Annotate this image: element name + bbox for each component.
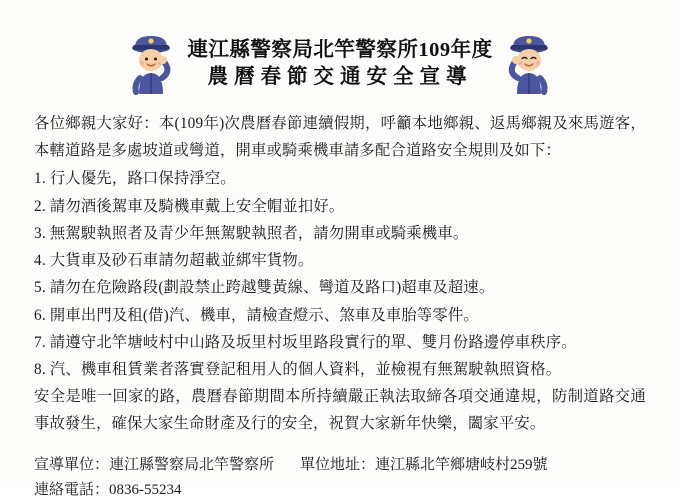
list-item: 5. 請勿在危險路段(劃設禁止跨越雙黃線、彎道及路口)超車及超速。	[34, 279, 495, 297]
list-item: 6. 開車出門及租(借)汽、機車，請檢查燈示、煞車及車胎等零件。	[34, 306, 479, 324]
list-item: 4. 大貨車及砂石車請勿超載並綁牢貨物。	[34, 252, 314, 270]
list-item: 3. 無駕駛執照者及青少年無駕駛執照者，請勿開車或騎乘機車。	[34, 224, 469, 242]
police-officer-salute-icon	[121, 32, 181, 96]
title-line-1: 連江縣警察局北竿警察所109年度	[187, 38, 493, 61]
page-title	[187, 37, 492, 92]
list-item: 8. 汽、機車租賃業者落實登記租用人的個人資料，並檢視有無駕駛執照資格。	[34, 360, 562, 378]
document-footer	[34, 453, 646, 504]
title-line-2: 農曆春節交通安全宣導	[207, 66, 473, 88]
promoting-unit-label: 宣導單位：連江縣警察局北竿警察所	[34, 456, 275, 473]
list-item: 7. 請遵守北竿塘岐村中山路及坂里村坂里路段實行的單、雙月份路邊停車秩序。	[34, 333, 577, 351]
footer-unit-row	[34, 453, 646, 479]
intro-paragraph: 各位鄉親大家好：本(109年)次農曆春節連續假期，呼籲本地鄉親、返馬鄉親及來馬遊客，本轄道路是多處坡道或彎道，開車或騎乘機車請多配合道路安全規則及如下：	[34, 115, 646, 160]
closing-paragraph: 安全是唯一回家的路，農曆春節期間本所持續嚴正執法取締各項交通違規，防制道路交通事故發生，確保大家生命財產及行的安全，祝賀大家新年快樂，闔家平安。	[34, 388, 646, 433]
contact-phone-label: 連絡電話：0836-55234	[34, 482, 182, 499]
document-body	[34, 110, 646, 438]
rules-list	[34, 165, 646, 383]
police-officer-wave-icon	[499, 32, 559, 96]
list-item: 2. 請勿酒後駕車及騎機車戴上安全帽並扣好。	[34, 197, 345, 215]
unit-address-label: 單位地址：連江縣北竿鄉塘岐村259號	[300, 456, 548, 473]
list-item: 1. 行人優先，路口保持淨空。	[34, 170, 236, 188]
document-header	[34, 32, 646, 96]
